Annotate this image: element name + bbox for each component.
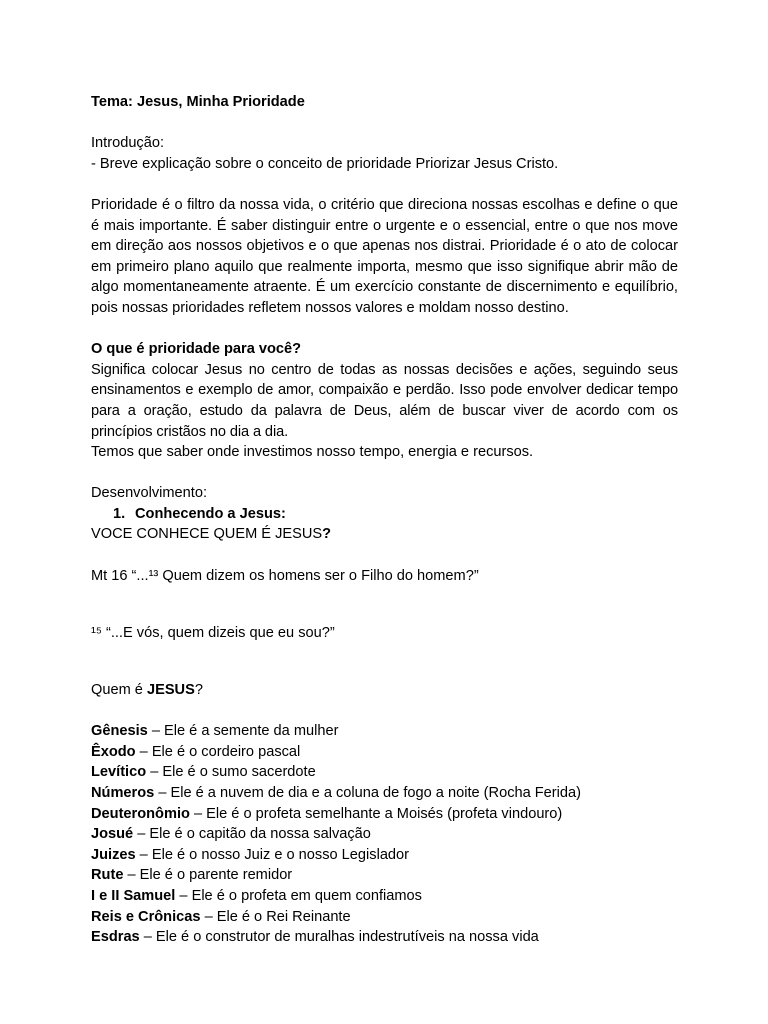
book-description: – Ele é o capitão da nossa salvação bbox=[133, 826, 371, 843]
list-item bbox=[91, 824, 678, 845]
list-item bbox=[91, 783, 678, 804]
book-description: – Ele é o construtor de muralhas indestrutíveis na nossa vida bbox=[139, 929, 539, 946]
verse-reference-1: Mt 16 “...¹³ Quem dizem os homens ser o Filho do homem?” bbox=[91, 567, 479, 584]
book-name: Deuteronômio bbox=[91, 805, 190, 822]
book-description: – Ele é o nosso Juiz e o nosso Legislador bbox=[135, 846, 410, 863]
intro-line: - Breve explicação sobre o conceito de prioridade Priorizar Jesus Cristo. bbox=[91, 155, 559, 172]
investment-line: Temos que saber onde investimos nosso tempo, energia e recursos. bbox=[91, 444, 534, 461]
book-description: – Ele é o profeta em quem confiamos bbox=[175, 887, 422, 904]
list-item bbox=[91, 762, 678, 783]
who-name: JESUS bbox=[146, 682, 195, 699]
book-name: I e II Samuel bbox=[91, 887, 176, 904]
list-item bbox=[91, 804, 678, 825]
development-heading: Desenvolvimento: bbox=[91, 485, 207, 502]
list-item bbox=[91, 721, 678, 742]
book-description: – Ele é o parente remidor bbox=[123, 867, 293, 884]
who-prefix: Quem é bbox=[91, 682, 147, 699]
caps-question-mark: ? bbox=[322, 526, 332, 543]
intro-heading: Introdução: bbox=[91, 135, 165, 152]
list-item bbox=[91, 886, 678, 907]
list-item bbox=[91, 845, 678, 866]
meaning-paragraph: Significa colocar Jesus no centro de todas as nossas decisões e ações, seguindo seus ensinamentos e exemplo de amor, compaixão e perdão. Isso pode envolver dedicar tempo para a oração, estudo da palavra de Deus, além de buscar viver de acordo com os princípios cristãos no dia a dia. bbox=[91, 361, 678, 440]
book-name: Rute bbox=[91, 867, 124, 884]
who-suffix: ? bbox=[194, 682, 203, 699]
book-description: – Ele é a nuvem de dia e a coluna de fogo a noite (Rocha Ferida) bbox=[154, 785, 581, 801]
book-description: – Ele é o Rei Reinante bbox=[200, 908, 351, 925]
book-name: Números bbox=[91, 785, 155, 801]
book-name: Êxodo bbox=[91, 743, 136, 760]
document-page bbox=[91, 92, 678, 948]
list-item bbox=[113, 504, 678, 525]
book-description: – Ele é o sumo sacerdote bbox=[146, 764, 316, 781]
book-name: Esdras bbox=[91, 929, 140, 946]
priority-paragraph: Prioridade é o filtro da nossa vida, o critério que direciona nossas escolhas e define o que é mais importante. É saber distinguir entre o urgente e o essencial, entre o que nos move em direção aos nossos objetivos e o que apenas nos distrai. Prioridade é o ato de colocar em primeiro plano aquilo que realmente importa, mesmo que isso signifique abrir mão de algo momentaneamente atraente. É um exercício constante de discernimento e equilíbrio, pois nossas prioridades refletem nossos valores e moldam nosso destino. bbox=[91, 196, 678, 316]
book-name: Gênesis bbox=[91, 723, 148, 740]
list-item bbox=[91, 742, 678, 763]
books-list bbox=[91, 721, 678, 948]
who-is-jesus-line bbox=[91, 680, 678, 701]
book-name: Levítico bbox=[91, 764, 147, 781]
book-description: – Ele é a semente da mulher bbox=[147, 723, 339, 740]
list-item bbox=[91, 927, 678, 948]
book-name: Reis e Crônicas bbox=[91, 908, 201, 925]
book-name: Josué bbox=[91, 826, 134, 843]
list-item bbox=[91, 865, 678, 886]
list-item-number: 1. bbox=[113, 505, 126, 522]
document-title: Tema: Jesus, Minha Prioridade bbox=[91, 94, 305, 110]
caps-question-text: VOCE CONHECE QUEM É JESUS bbox=[91, 526, 323, 543]
caps-question bbox=[91, 524, 678, 545]
book-name: Juizes bbox=[91, 846, 136, 863]
list-item-label: Conhecendo a Jesus: bbox=[135, 505, 286, 522]
book-description: – Ele é o cordeiro pascal bbox=[135, 743, 301, 760]
list-item bbox=[91, 907, 678, 928]
book-description: – Ele é o profeta semelhante a Moisés (profeta vindouro) bbox=[189, 805, 563, 822]
question-heading: O que é prioridade para você? bbox=[91, 341, 302, 358]
verse-reference-2: ¹⁵ “...E vós, quem dizeis que eu sou?” bbox=[91, 624, 335, 641]
